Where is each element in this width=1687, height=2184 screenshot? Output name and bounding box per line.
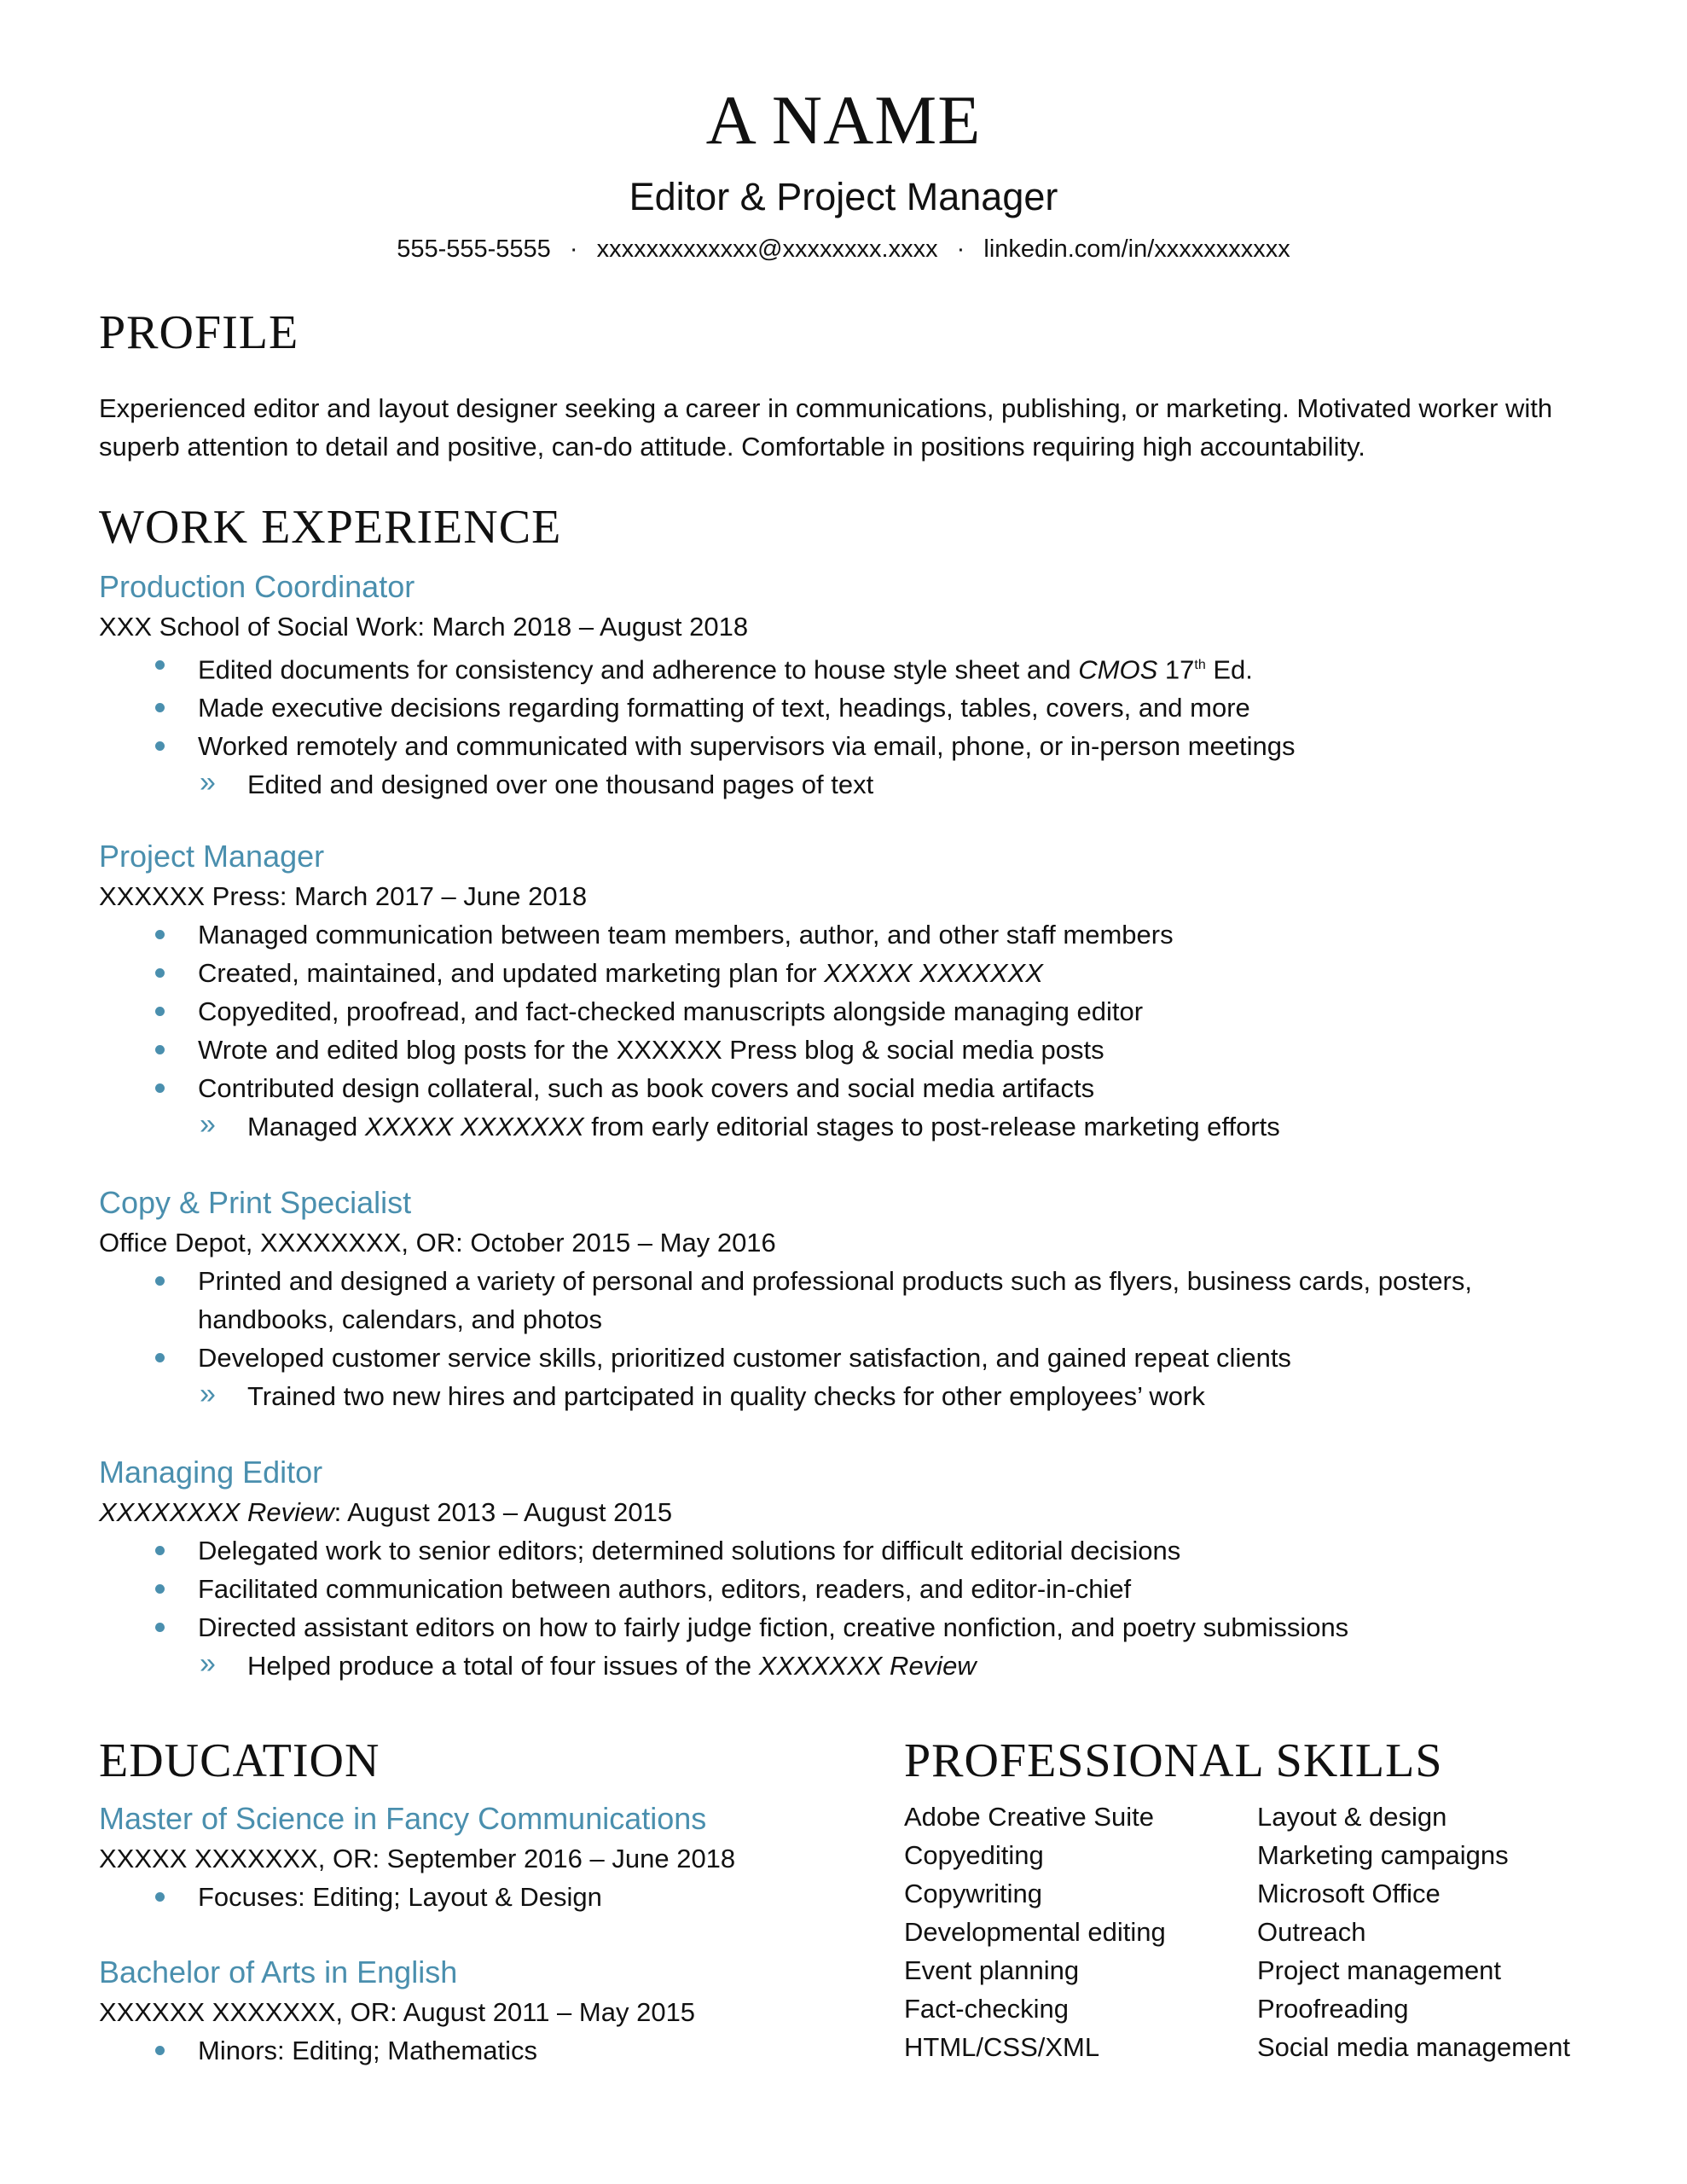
- list-item: Managed communication between team members, author, and other staff members: [99, 915, 1591, 954]
- list-item: Delegated work to senior editors; determined solutions for difficult editorial decisions: [99, 1531, 1591, 1570]
- degree-title: Master of Science in Fancy Communications: [99, 1801, 707, 1836]
- email: xxxxxxxxxxxxx@xxxxxxxx.xxxx: [596, 235, 938, 263]
- job-bullets: [99, 646, 1591, 765]
- skill-item: Marketing campaigns: [1257, 1840, 1509, 1870]
- bullet-icon: [155, 741, 165, 751]
- candidate-title: Editor & Project Manager: [629, 175, 1058, 218]
- list-item: Printed and designed a variety of personal and professional products such as flyers, business cards, posters, handbooks, calendars, and photos: [99, 1262, 1597, 1339]
- job-title: Copy & Print Specialist: [99, 1185, 412, 1220]
- skill-item: Project management: [1257, 1955, 1502, 1985]
- list-item: Made executive decisions regarding formatting of text, headings, tables, covers, and more: [99, 688, 1591, 727]
- skill-item: Outreach: [1257, 1917, 1366, 1947]
- skill-item: Adobe Creative Suite: [904, 1802, 1154, 1832]
- contact-line: [99, 235, 1588, 264]
- job-org: XXXXXX Press: March 2017 – June 2018: [99, 881, 588, 911]
- bullet-icon: [155, 660, 165, 670]
- chevron-double-right-icon: »: [200, 766, 216, 799]
- phone: 555-555-5555: [397, 235, 551, 263]
- list-item: Minors: Editing; Mathematics: [99, 2031, 884, 2070]
- linkedin: linkedin.com/in/xxxxxxxxxxx: [983, 235, 1290, 263]
- skill-item: Copywriting: [904, 1879, 1042, 1908]
- job-title: Project Manager: [99, 839, 325, 874]
- degree-org: XXXXX XXXXXXX, OR: September 2016 – June 2018: [99, 1844, 736, 1873]
- skills-heading: PROFESSIONAL SKILLS: [904, 1734, 1443, 1787]
- sub-item: » Trained two new hires and partcipated in quality checks for other employees’ work: [99, 1377, 1591, 1415]
- candidate-name: A NAME: [705, 81, 982, 159]
- bullet-icon: [155, 1623, 165, 1632]
- profile-text: Experienced editor and layout designer seeking a career in communications, publishing, or marketing. Motivated worker with superb attention to detail and positive, can-do attitude. Comfortable in positions requiring high accountability.: [99, 393, 1553, 462]
- bullet-icon: [155, 2046, 165, 2055]
- bullet-icon: [155, 1546, 165, 1555]
- chevron-double-right-icon: »: [200, 1108, 216, 1141]
- sub-item: » Managed XXXXX XXXXXXX from early editorial stages to post-release marketing efforts: [99, 1107, 1591, 1146]
- degree-entry: [99, 1957, 884, 2070]
- list-item: Wrote and edited blog posts for the XXXXXX Press blog & social media posts: [99, 1031, 1591, 1069]
- sub-item: » Helped produce a total of four issues of the XXXXXXX Review: [99, 1647, 1591, 1685]
- education-section: [99, 1734, 867, 1787]
- profile-heading: PROFILE: [99, 306, 299, 359]
- list-item: Edited documents for consistency and adherence to house style sheet and CMOS 17th Ed.: [99, 646, 1591, 688]
- skill-item: Layout & design: [1257, 1802, 1447, 1832]
- work-section: [99, 501, 1591, 554]
- list-item: Directed assistant editors on how to fairly judge fiction, creative nonfiction, and poetry submissions: [99, 1608, 1591, 1647]
- skills-column-2: [1257, 1798, 1570, 2066]
- list-item: Developed customer service skills, prioritized customer satisfaction, and gained repeat clients: [99, 1339, 1591, 1377]
- skill-item: Social media management: [1257, 2032, 1571, 2062]
- job-entry: [99, 1457, 1591, 1685]
- bullet-icon: [155, 1892, 165, 1902]
- sub-item: » Edited and designed over one thousand pages of text: [99, 765, 1591, 804]
- chevron-double-right-icon: »: [200, 1378, 216, 1410]
- separator: ·: [569, 235, 578, 263]
- job-entry: [99, 841, 1591, 1146]
- job-bullets: [99, 1531, 1591, 1647]
- bullet-icon: [155, 1083, 165, 1093]
- skill-item: Copyediting: [904, 1840, 1044, 1870]
- skills-section: [904, 1734, 1591, 1787]
- skill-item: Fact-checking: [904, 1994, 1069, 2024]
- list-item: Focuses: Editing; Layout & Design: [99, 1878, 884, 1916]
- separator: ·: [956, 235, 965, 263]
- job-entry: [99, 569, 1591, 804]
- job-org: Office Depot, XXXXXXXX, OR: October 2015 – May 2016: [99, 1228, 776, 1258]
- bullet-icon: [155, 1353, 165, 1362]
- degree-entry: [99, 1801, 884, 1916]
- work-heading: WORK EXPERIENCE: [99, 501, 562, 554]
- education-heading: EDUCATION: [99, 1734, 380, 1787]
- bullet-icon: [155, 1007, 165, 1016]
- bullet-icon: [155, 1276, 165, 1286]
- list-item: Created, maintained, and updated marketing plan for XXXXX XXXXXXX: [99, 954, 1591, 992]
- list-item: Worked remotely and communicated with supervisors via email, phone, or in-person meetings: [99, 727, 1591, 765]
- bullet-icon: [155, 968, 165, 978]
- bullet-icon: [155, 1045, 165, 1054]
- skill-item: Proofreading: [1257, 1994, 1409, 2024]
- chevron-double-right-icon: »: [200, 1647, 216, 1680]
- skill-item: Developmental editing: [904, 1917, 1166, 1947]
- bullet-icon: [155, 930, 165, 939]
- resume-page: [99, 0, 1591, 2065]
- degree-title: Bachelor of Arts in English: [99, 1955, 458, 1989]
- job-org: XXX School of Social Work: March 2018 – August 2018: [99, 612, 749, 642]
- skills-column-1: [904, 1798, 1166, 2066]
- job-title: Managing Editor: [99, 1455, 323, 1490]
- job-title: Production Coordinator: [99, 569, 415, 604]
- skill-item: Microsoft Office: [1257, 1879, 1441, 1908]
- resume-header: [99, 81, 1588, 264]
- job-bullets: [99, 915, 1591, 1107]
- job-bullets: [99, 1262, 1591, 1377]
- profile-section: [99, 306, 1591, 466]
- list-item: Copyedited, proofread, and fact-checked manuscripts alongside managing editor: [99, 992, 1591, 1031]
- bullet-icon: [155, 1584, 165, 1594]
- bullet-icon: [155, 703, 165, 712]
- skill-item: HTML/CSS/XML: [904, 2032, 1100, 2062]
- list-item: Facilitated communication between authors, editors, readers, and editor-in-chief: [99, 1570, 1591, 1608]
- job-entry: [99, 1185, 1591, 1415]
- job-org: XXXXXXXX Review: August 2013 – August 2015: [99, 1497, 673, 1527]
- skill-item: Event planning: [904, 1955, 1080, 1985]
- degree-org: XXXXXX XXXXXXX, OR: August 2011 – May 2015: [99, 1997, 696, 2027]
- list-item: Contributed design collateral, such as book covers and social media artifacts: [99, 1069, 1591, 1107]
